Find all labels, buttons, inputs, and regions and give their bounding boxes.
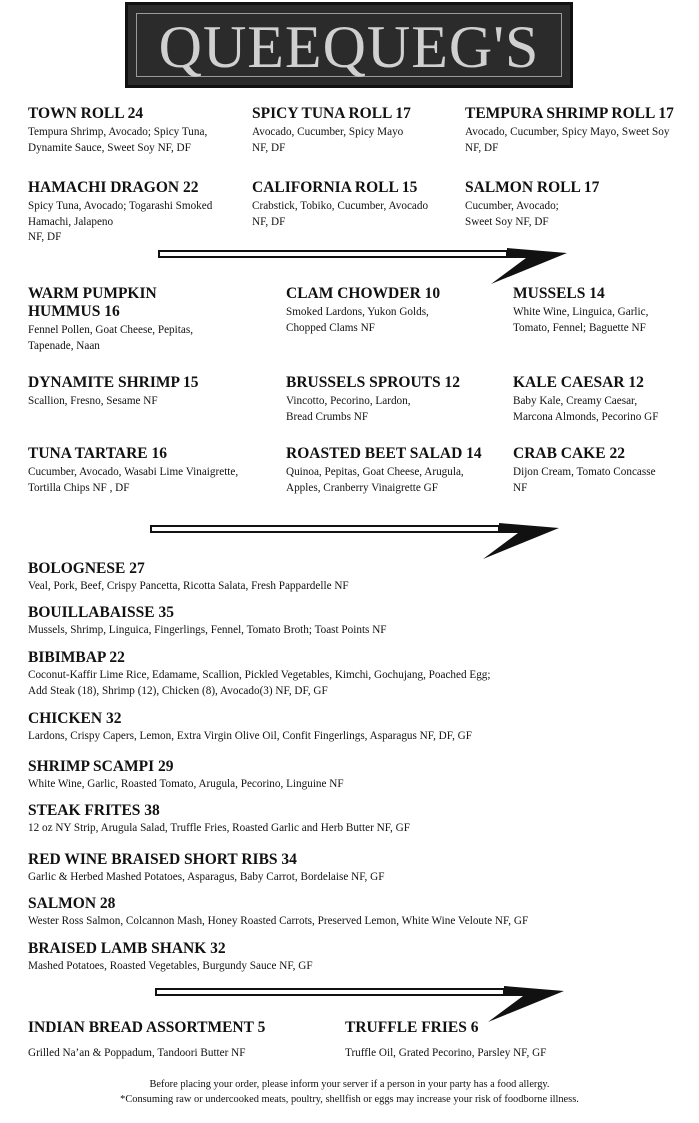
consumption-warning-line: *Consuming raw or undercooked meats, poultry, shellfish or eggs may increase your risk of foodborne illness. — [120, 1094, 579, 1105]
section-divider-arrow — [158, 246, 570, 286]
menu-item-entree — [28, 604, 387, 639]
item-description: Scallion, Fresno, Sesame NF — [28, 395, 158, 407]
item-description: Crabstick, Tobiko, Cucumber, Avocado NF, DF — [252, 200, 429, 228]
menu-item-entree — [28, 802, 410, 837]
menu-item-starter — [28, 445, 238, 496]
menu-item-starter — [28, 285, 193, 354]
item-description: Cucumber, Avocado, Wasabi Lime Vinaigrette, Tortilla Chips NF , DF — [28, 466, 239, 494]
item-title: TEMPURA SHRIMP ROLL 17 — [465, 105, 674, 122]
item-title: MUSSELS 14 — [513, 285, 605, 302]
item-title: SPICY TUNA ROLL 17 — [252, 105, 411, 122]
item-description: Grilled Na’an & Poppadum, Tandoori Butter NF — [28, 1047, 246, 1059]
item-description: Coconut-Kaffir Lime Rice, Edamame, Scallion, Pickled Vegetables, Kimchi, Gochujang, Poached Egg; Add Steak (18), Shrimp (12), Chicken (8), Avocado(3) NF, DF, GF — [28, 669, 491, 697]
item-description: 12 oz NY Strip, Arugula Salad, Truffle Fries, Roasted Garlic and Herb Butter NF, GF — [28, 822, 410, 834]
item-title: BOLOGNESE 27 — [28, 560, 145, 577]
menu-item-roll — [252, 179, 428, 230]
item-title: SALMON 28 — [28, 895, 116, 912]
item-title: TOWN ROLL 24 — [28, 105, 144, 122]
section-divider-arrow — [150, 521, 562, 561]
item-title: TRUFFLE FRIES 6 — [345, 1019, 479, 1036]
item-description: Tempura Shrimp, Avocado; Spicy Tuna, Dynamite Sauce, Sweet Soy NF, DF — [28, 126, 208, 154]
menu-item-roll — [465, 179, 599, 230]
item-description: Baby Kale, Creamy Caesar, Marcona Almonds, Pecorino GF — [513, 395, 659, 423]
menu-item-starter — [286, 374, 460, 425]
section-divider-arrow — [155, 984, 567, 1024]
menu-item-roll — [28, 179, 212, 246]
item-title: KALE CAESAR 12 — [513, 374, 644, 391]
menu-item-starter — [286, 285, 440, 336]
allergy-notice-line: Before placing your order, please inform your server if a person in your party has a food allergy. — [149, 1079, 550, 1090]
item-title: HAMACHI DRAGON 22 — [28, 179, 199, 196]
menu-item-entree — [28, 851, 384, 886]
item-description: White Wine, Linguica, Garlic, Tomato, Fennel; Baguette NF — [513, 306, 649, 334]
item-description: Avocado, Cucumber, Spicy Mayo NF, DF — [252, 126, 404, 154]
menu-item-starter — [513, 285, 648, 336]
item-description: White Wine, Garlic, Roasted Tomato, Arugula, Pecorino, Linguine NF — [28, 778, 344, 790]
item-title: RED WINE BRAISED SHORT RIBS 34 — [28, 851, 297, 868]
menu-item-starter — [28, 374, 199, 410]
menu-item-entree — [28, 895, 528, 930]
item-title: WARM PUMPKIN HUMMUS 16 — [28, 285, 157, 320]
item-title: TUNA TARTARE 16 — [28, 445, 167, 462]
item-description: Smoked Lardons, Yukon Golds, Chopped Clams NF — [286, 306, 429, 334]
item-title: CALIFORNIA ROLL 15 — [252, 179, 418, 196]
item-title: SALMON ROLL 17 — [465, 179, 600, 196]
item-title: SHRIMP SCAMPI 29 — [28, 758, 174, 775]
item-title: BRUSSELS SPROUTS 12 — [286, 374, 461, 391]
item-description: Wester Ross Salmon, Colcannon Mash, Honey Roasted Carrots, Preserved Lemon, White Wine Veloute NF, GF — [28, 915, 529, 927]
menu-item-side — [345, 1019, 546, 1062]
menu-item-entree — [28, 560, 349, 595]
item-description: Garlic & Herbed Mashed Potatoes, Asparagus, Baby Carrot, Bordelaise NF, GF — [28, 871, 385, 883]
item-description: Truffle Oil, Grated Pecorino, Parsley NF, GF — [345, 1047, 547, 1059]
item-description: Mussels, Shrimp, Linguica, Fingerlings, Fennel, Tomato Broth; Toast Points NF — [28, 624, 387, 636]
menu-item-side — [28, 1019, 265, 1062]
item-title: CLAM CHOWDER 10 — [286, 285, 441, 302]
item-title: STEAK FRITES 38 — [28, 802, 160, 819]
menu-item-roll — [252, 105, 411, 156]
item-description: Quinoa, Pepitas, Goat Cheese, Arugula, Apples, Cranberry Vinaigrette GF — [286, 466, 464, 494]
item-title: DYNAMITE SHRIMP 15 — [28, 374, 199, 391]
item-description: Cucumber, Avocado; Sweet Soy NF, DF — [465, 200, 559, 228]
allergy-notice — [0, 1077, 699, 1107]
menu-item-entree — [28, 710, 472, 745]
item-description: Dijon Cream, Tomato Concasse NF — [513, 466, 656, 494]
item-title: BRAISED LAMB SHANK 32 — [28, 940, 226, 957]
item-description: Avocado, Cucumber, Spicy Mayo, Sweet Soy NF, DF — [465, 126, 670, 154]
item-description: Mashed Potatoes, Roasted Vegetables, Burgundy Sauce NF, GF — [28, 960, 313, 972]
logo-text: QUEEQUEG'S — [158, 14, 540, 80]
item-description: Fennel Pollen, Goat Cheese, Pepitas, Tapenade, Naan — [28, 324, 193, 352]
restaurant-logo — [125, 2, 573, 88]
menu-item-entree — [28, 649, 491, 699]
item-description: Veal, Pork, Beef, Crispy Pancetta, Ricotta Salata, Fresh Pappardelle NF — [28, 580, 349, 592]
menu-item-starter — [286, 445, 482, 496]
item-title: CRAB CAKE 22 — [513, 445, 625, 462]
menu-item-entree — [28, 758, 344, 793]
menu-item-starter — [513, 445, 656, 496]
menu-item-starter — [513, 374, 658, 425]
item-title: ROASTED BEET SALAD 14 — [286, 445, 482, 462]
menu-item-roll — [465, 105, 674, 156]
item-description: Spicy Tuna, Avocado; Togarashi Smoked Hamachi, Jalapeno NF, DF — [28, 200, 213, 243]
item-title: BOUILLABAISSE 35 — [28, 604, 175, 621]
menu-item-entree — [28, 940, 313, 975]
menu-item-roll — [28, 105, 207, 156]
item-description: Lardons, Crispy Capers, Lemon, Extra Virgin Olive Oil, Confit Fingerlings, Asparagus NF, DF, GF — [28, 730, 472, 742]
item-title: CHICKEN 32 — [28, 710, 122, 727]
item-title: INDIAN BREAD ASSORTMENT 5 — [28, 1019, 266, 1036]
item-description: Vincotto, Pecorino, Lardon, Bread Crumbs NF — [286, 395, 411, 423]
item-title: BIBIMBAP 22 — [28, 649, 125, 666]
